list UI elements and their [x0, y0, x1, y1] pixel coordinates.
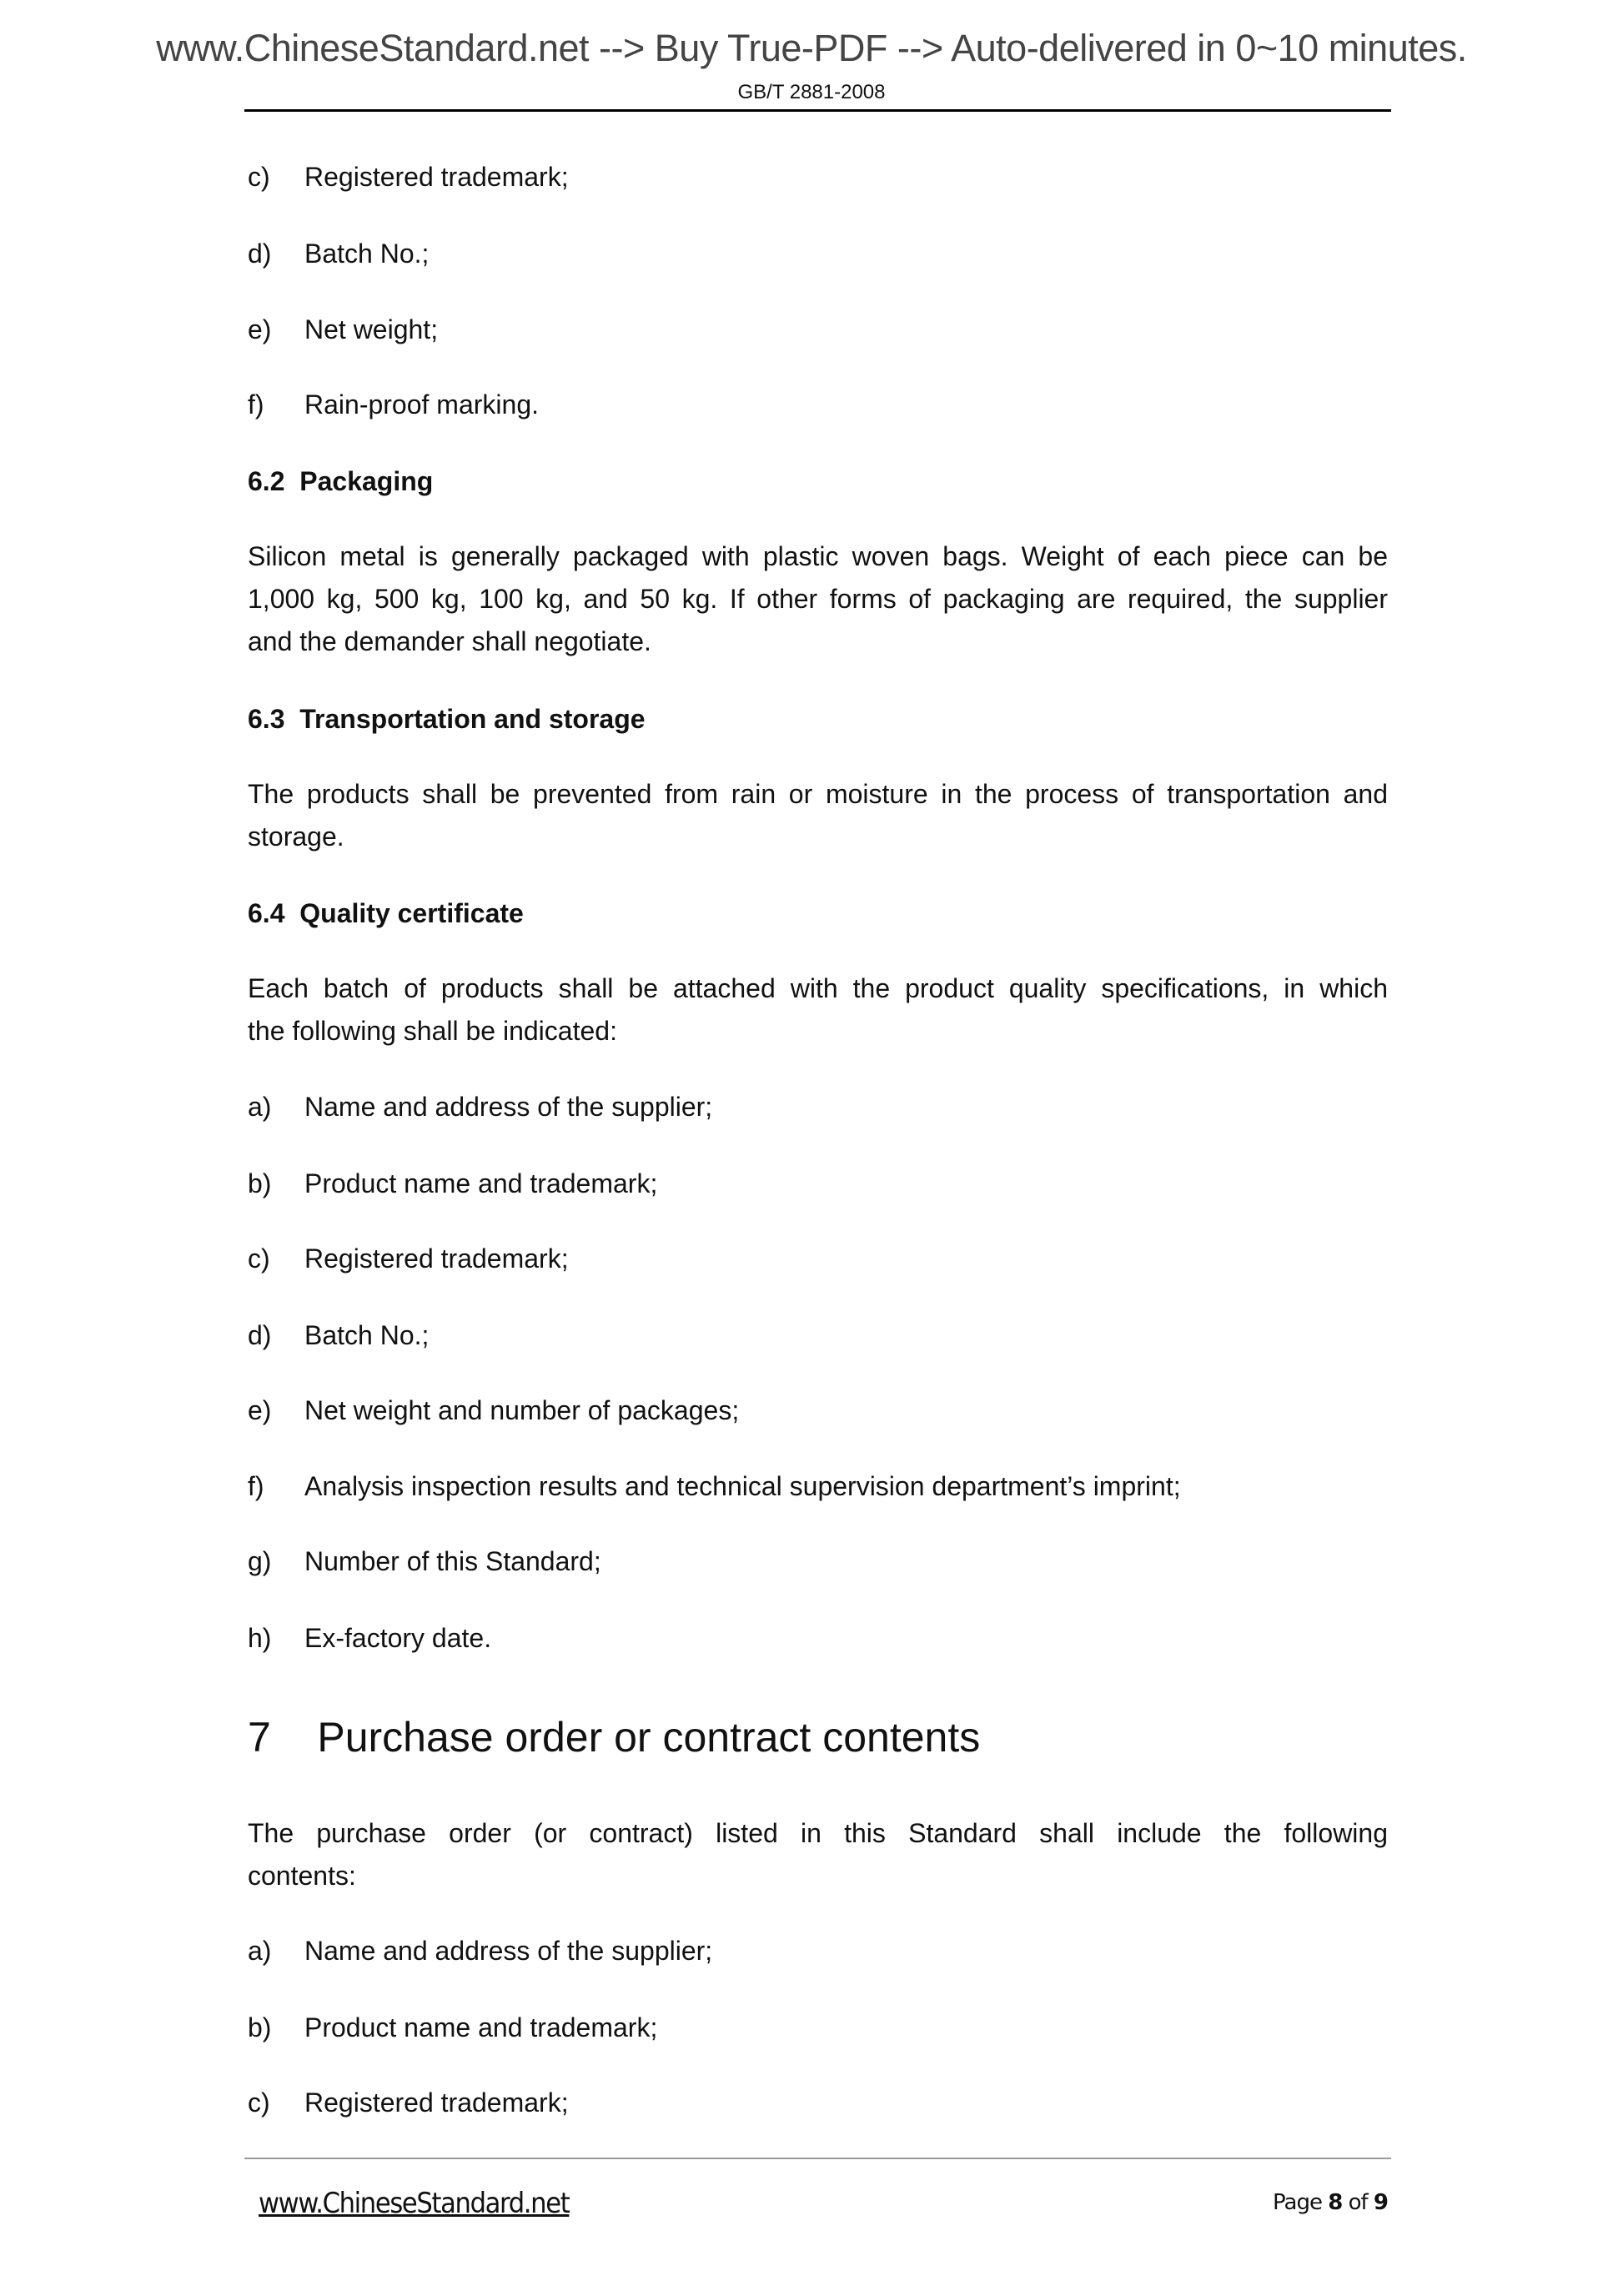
- list-label: d): [248, 1320, 272, 1350]
- section-heading-6-2: 6.2 Packaging: [248, 466, 434, 496]
- list-label: a): [248, 1936, 272, 1966]
- section-heading-6-3: 6.3 Transportation and storage: [248, 704, 646, 734]
- list-text: Product name and trademark;: [304, 2012, 658, 2042]
- list-text: Ex-factory date.: [304, 1623, 492, 1653]
- current-page: 8: [1328, 2190, 1343, 2215]
- paragraph-purchase-order: [248, 1812, 1388, 1897]
- list-text: Net weight;: [304, 314, 439, 344]
- list-label: f): [248, 389, 264, 420]
- list-label: b): [248, 1168, 272, 1198]
- paragraph-line: 1,000 kg, 500 kg, 100 kg, and 50 kg. If other forms of packaging are required, the supplier: [248, 584, 1388, 614]
- header-standard-number: GB/T 2881-2008: [737, 81, 886, 103]
- list-text: Batch No.;: [304, 1320, 430, 1350]
- list-text: Registered trademark;: [304, 162, 569, 192]
- page-prefix: Page: [1273, 2190, 1322, 2215]
- list-text: Registered trademark;: [304, 1243, 569, 1274]
- paragraph-line: contents:: [248, 1861, 356, 1891]
- list-text: Number of this Standard;: [304, 1546, 601, 1576]
- list-label: c): [248, 1243, 270, 1274]
- paragraph-line: Silicon metal is generally packaged with plastic woven bags. Weight of each piece can be: [248, 541, 1388, 571]
- list-label: a): [248, 1092, 272, 1122]
- list-label: h): [248, 1623, 272, 1653]
- list-text: Rain-proof marking.: [304, 389, 539, 420]
- paragraph-line: The products shall be prevented from rain or moisture in the process of transportation and: [248, 779, 1388, 809]
- section-heading-6-4: 6.4 Quality certificate: [248, 898, 524, 928]
- paragraph-line: The purchase order (or contract) listed in this Standard shall include the following: [248, 1818, 1388, 1848]
- footer-divider: [244, 2158, 1391, 2159]
- list-label: f): [248, 1471, 264, 1501]
- paragraph-quality: [248, 967, 1388, 1053]
- paragraph-line: Each batch of products shall be attached with the product quality specifications, in which: [248, 973, 1388, 1003]
- total-pages: 9: [1373, 2190, 1388, 2215]
- list-text: Net weight and number of packages;: [304, 1395, 740, 1425]
- footer-site-link[interactable]: www.ChineseStandard.net: [259, 2187, 570, 2220]
- list-text: Name and address of the supplier;: [304, 1092, 713, 1122]
- list-label: e): [248, 314, 272, 344]
- list-label: c): [248, 2088, 270, 2118]
- list-text: Analysis inspection results and technical supervision department’s imprint;: [304, 1471, 1181, 1501]
- paragraph-line: the following shall be indicated:: [248, 1016, 617, 1046]
- header-banner[interactable]: www.ChineseStandard.net --> Buy True-PDF --> Auto-delivered in 0~10 minutes.: [156, 27, 1467, 69]
- list-label: b): [248, 2012, 272, 2042]
- list-label: c): [248, 162, 270, 192]
- page-of: of: [1348, 2190, 1368, 2215]
- header-divider: [244, 109, 1391, 112]
- section-heading-7: 7 Purchase order or contract contents: [248, 1714, 981, 1761]
- list-text: Registered trademark;: [304, 2088, 569, 2118]
- paragraph-line: storage.: [248, 821, 344, 852]
- list-label: g): [248, 1546, 272, 1576]
- list-text: Product name and trademark;: [304, 1168, 658, 1198]
- paragraph-transport: [248, 773, 1388, 858]
- paragraph-line: and the demander shall negotiate.: [248, 626, 651, 656]
- list-text: Name and address of the supplier;: [304, 1936, 713, 1966]
- list-label: d): [248, 239, 272, 269]
- list-text: Batch No.;: [304, 239, 430, 269]
- list-label: e): [248, 1395, 272, 1425]
- paragraph-packaging: [248, 535, 1388, 663]
- page-number: [1273, 2188, 1388, 2217]
